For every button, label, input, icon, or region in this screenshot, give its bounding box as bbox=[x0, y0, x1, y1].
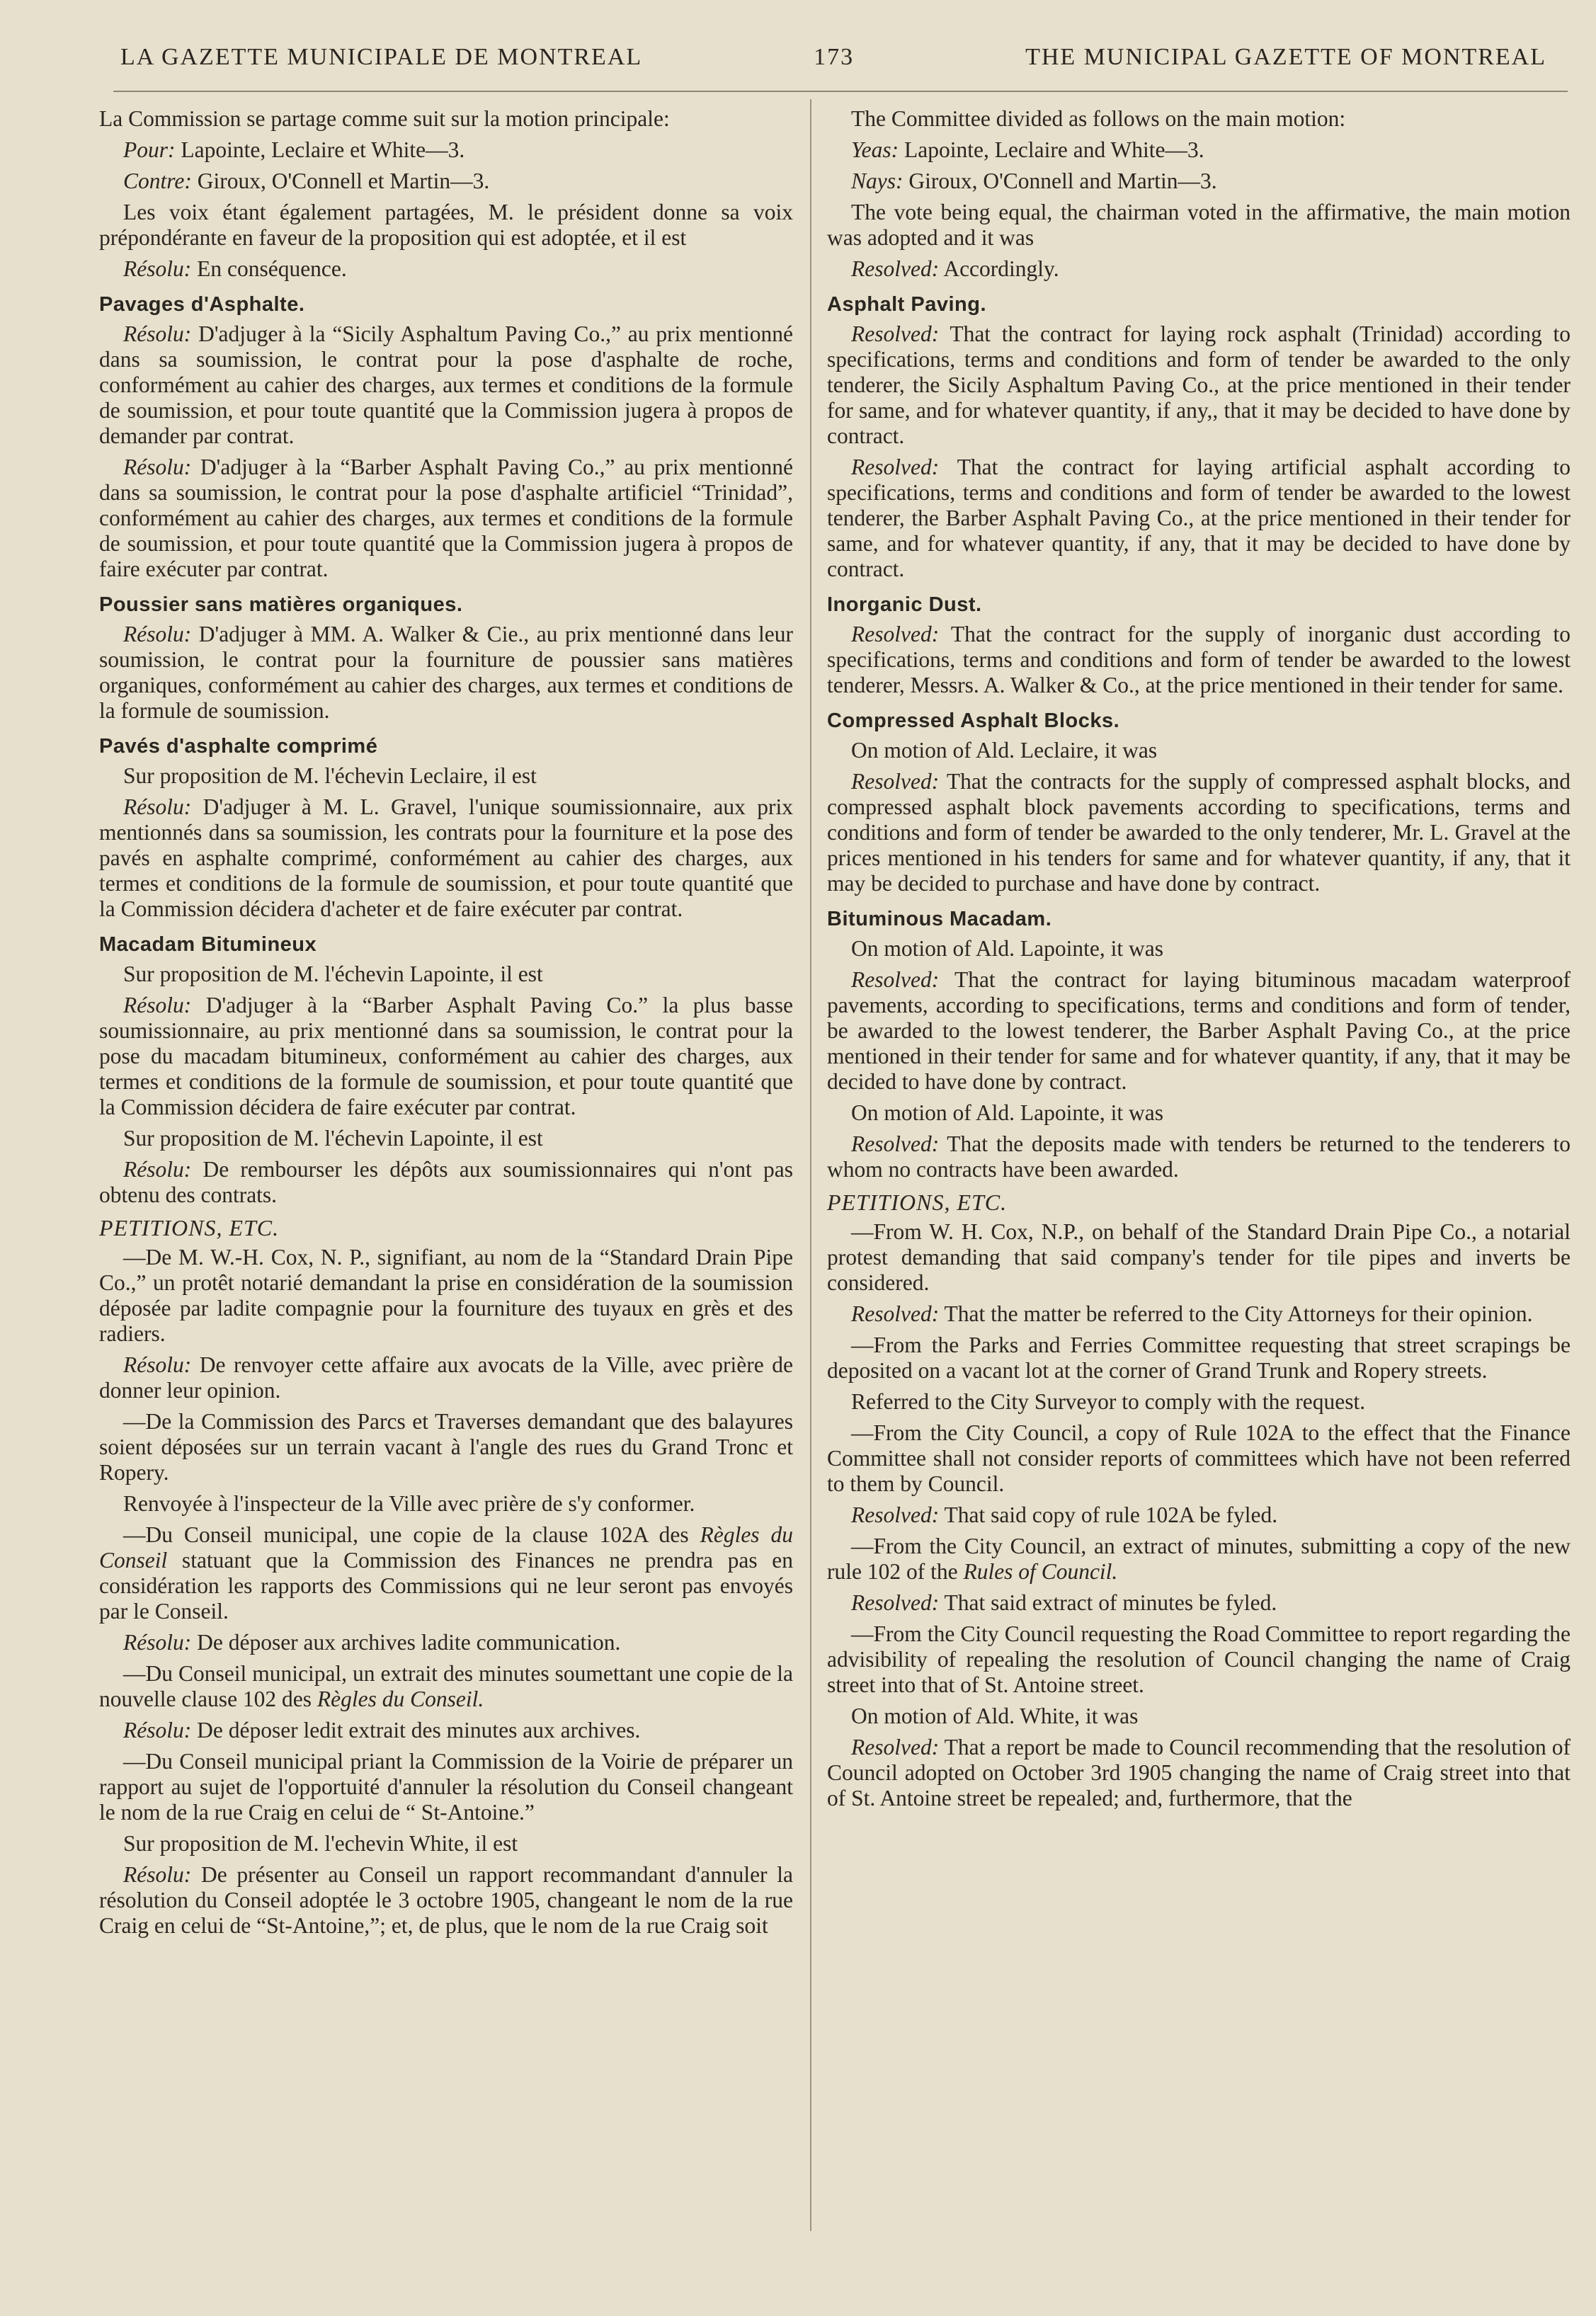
petition: —De M. W.-H. Cox, N. P., signifiant, au nom de la “Standard Drain Pipe Co.,” un protêt notarié demandant la prise en considération de la soumission déposée par ladite compagnie pour la fourniture des tuyaux en grès et des radiers. bbox=[99, 1245, 793, 1346]
motion: Sur proposition de M. l'échevin Lapointe, il est bbox=[123, 1126, 543, 1151]
header-english-title: THE MUNICIPAL GAZETTE OF MONTREAL bbox=[1025, 44, 1546, 70]
paragraph: Renvoyée à l'inspecteur de la Ville avec prière de s'y conformer. bbox=[123, 1491, 695, 1516]
vote-against: Contre: Giroux, O'Connell et Martin—3. bbox=[123, 169, 490, 193]
vote-for: Pour: Lapointe, Leclaire et White—3. bbox=[123, 137, 465, 162]
section-heading: Macadam Bitumineux bbox=[99, 933, 317, 956]
resolution: Résolu: D'adjuger à la “Sicily Asphaltum Paving Co.,” au prix mentionné dans sa soumission, le contrat pour la pose d'asphalte de roche, conformément au cahier des charges, aux termes et conditions de la formule de soumission, et pour toute quantité que la Commission jugera à propos de demander par contrat. bbox=[99, 321, 793, 448]
motion: On motion of Ald. Leclaire, it was bbox=[851, 738, 1158, 763]
header-french-title: LA GAZETTE MUNICIPALE DE MONTREAL bbox=[120, 44, 643, 70]
resolution: Resolved: That the matter be referred to the City Attorneys for their opinion. bbox=[851, 1301, 1533, 1326]
paragraph: The Committee divided as follows on the main motion: bbox=[851, 106, 1346, 131]
resolution: Résolu: De renvoyer cette affaire aux avocats de la Ville, avec prière de donner leur opinion. bbox=[99, 1352, 793, 1403]
paragraph: Les voix étant également partagées, M. le président donne sa voix prépondérante en faveur de la proposition qui est adoptée, et il est bbox=[99, 200, 793, 250]
resolution: Résolu: En conséquence. bbox=[123, 256, 347, 281]
section-heading: Asphalt Paving. bbox=[827, 293, 987, 316]
petition: —From the City Council requesting the Road Committee to report regarding the advisibility of repealing the resolution of Council changing the name of Craig street into that of St. Antoine street. bbox=[827, 1621, 1571, 1697]
section-heading: Pavages d'Asphalte. bbox=[99, 293, 305, 316]
resolution: Resolved: That said extract of minutes be fyled. bbox=[851, 1590, 1277, 1615]
section-heading: Bituminous Macadam. bbox=[827, 908, 1052, 930]
petition: —From the City Council, an extract of minutes, submitting a copy of the new rule 102 of the Rules of Council. bbox=[827, 1534, 1571, 1584]
petition: —From the City Council, a copy of Rule 102A to the effect that the Finance Committee shall not consider reports of committees which have not been referred to them by Council. bbox=[827, 1420, 1571, 1496]
resolution: Résolu: D'adjuger à la “Barber Asphalt Paving Co.” la plus basse soumissionnaire, au prix mentionné dans sa soumission, le contrat pour la pose du macadam bitumineux, conformément au cahier des charges, aux termes et conditions de la formule de soumission, et pour toute quantité que la Commission décidera de faire exécuter par contrat. bbox=[99, 993, 793, 1119]
resolution: Resolved: That the contract for laying artificial asphalt according to specifications, terms and conditions and form of tender be awarded to the lowest tenderer, the Barber Asphalt Paving Co., at the price mentioned in their tender for same, and for whatever quantity, if any, that it may be decided to have done by contract. bbox=[827, 455, 1571, 581]
petition: —Du Conseil municipal priant la Commission de la Voirie de préparer un rapport au sujet de l'opportuité d'annuler la résolution du Conseil changeant le nom de la rue Craig en celui de “ St-Antoine.” bbox=[99, 1749, 793, 1825]
resolution: Resolved: That the contract for laying rock asphalt (Trinidad) according to specifications, terms and conditions and form of tender be awarded to the only tenderer, the Sicily Asphaltum Paving Co., at the price mentioned in their tender for same, and for whatever quantity, if any,, that it may be decided to have done by contract. bbox=[827, 321, 1571, 448]
motion: On motion of Ald. Lapointe, it was bbox=[851, 936, 1163, 961]
resolution: Résolu: De rembourser les dépôts aux soumissionnaires qui n'ont pas obtenu des contrats. bbox=[99, 1157, 793, 1207]
vote-yeas: Yeas: Lapointe, Leclaire and White—3. bbox=[851, 137, 1204, 162]
paragraph: La Commission se partage comme suit sur la motion principale: bbox=[99, 106, 670, 131]
motion: Sur proposition de M. l'échevin Lapointe, il est bbox=[123, 962, 543, 986]
resolution: Resolved: That the contracts for the supply of compressed asphalt blocks, and compressed asphalt block pavements according to specifications, terms and conditions and form of tender be awarded to the only tenderer, Mr. L. Gravel at the prices mentioned in his tenders for same and for whatever quantity, if any, that it may be decided to purchase and have done by contract. bbox=[827, 769, 1571, 896]
resolution: Résolu: De présenter au Conseil un rapport recommandant d'annuler la résolution du Conseil adoptée le 3 octobre 1905, changeant le nom de la rue Craig en celui de “St-Antoine,”; et, de plus, que le nom de la rue Craig soit bbox=[99, 1862, 793, 1938]
section-heading: PETITIONS, ETC. bbox=[827, 1190, 1008, 1215]
section-heading: Pavés d'asphalte comprimé bbox=[99, 735, 378, 758]
motion: Sur proposition de M. l'echevin White, il est bbox=[123, 1831, 518, 1856]
resolution: Resolved: That said copy of rule 102A be fyled. bbox=[851, 1502, 1278, 1527]
resolution: Resolved: Accordingly. bbox=[851, 256, 1059, 281]
column-divider bbox=[810, 99, 811, 2231]
page-number: 173 bbox=[814, 44, 855, 70]
resolution: Résolu: De déposer aux archives ladite communication. bbox=[123, 1630, 621, 1655]
resolution: Resolved: That the contract for laying bituminous macadam waterproof pavements, according to specifications, terms and conditions and form of tender, be awarded to the lowest tenderer, the Barber Asphalt Paving Co., at the price mentioned in their tender for same and for whatever quantity, if any, that it may be decided to have done by contract. bbox=[827, 967, 1571, 1094]
resolution: Resolved: That the deposits made with tenders be returned to the tenderers to whom no contracts have been awarded. bbox=[827, 1131, 1571, 1182]
section-heading: Poussier sans matières organiques. bbox=[99, 593, 463, 616]
resolution: Résolu: De déposer ledit extrait des minutes aux archives. bbox=[123, 1718, 641, 1742]
motion: On motion of Ald. White, it was bbox=[851, 1704, 1139, 1728]
english-column bbox=[827, 106, 1571, 1817]
petition: —Du Conseil municipal, un extrait des minutes soumettant une copie de la nouvelle clause 102 des Règles du Conseil. bbox=[99, 1661, 793, 1711]
petition: —From the Parks and Ferries Committee requesting that street scrapings be deposited on a vacant lot at the corner of Grand Trunk and Ropery streets. bbox=[827, 1333, 1571, 1383]
petition: —Du Conseil municipal, une copie de la clause 102A des Règles du Conseil statuant que la Commission des Finances ne prendra pas en considération les rapports des Commissions qui ne leur seront pas envoyés par le Conseil. bbox=[99, 1522, 793, 1624]
resolution: Resolved: That a report be made to Council recommending that the resolution of Council adopted on October 3rd 1905 changing the name of Craig street into that of St. Antoine street be repealed; and, furthermore, that the bbox=[827, 1735, 1571, 1810]
section-heading: Inorganic Dust. bbox=[827, 593, 982, 616]
paragraph: Referred to the City Surveyor to comply with the request. bbox=[851, 1389, 1366, 1414]
french-column bbox=[99, 106, 793, 1944]
section-heading: Compressed Asphalt Blocks. bbox=[827, 709, 1120, 732]
motion: Sur proposition de M. l'échevin Leclaire, il est bbox=[123, 763, 537, 788]
motion: On motion of Ald. Lapointe, it was bbox=[851, 1100, 1163, 1125]
vote-nays: Nays: Giroux, O'Connell and Martin—3. bbox=[851, 169, 1217, 193]
paragraph: The vote being equal, the chairman voted in the affirmative, the main motion was adopted and it was bbox=[827, 200, 1571, 250]
resolution: Resolved: That the contract for the supply of inorganic dust according to specifications, terms and conditions and form of tender be awarded to the lowest tenderer, Messrs. A. Walker & Co., at the price mentioned in their tender for same. bbox=[827, 622, 1571, 697]
running-header bbox=[120, 44, 1546, 71]
petition: —De la Commission des Parcs et Traverses demandant que des balayures soient déposées sur un terrain vacant à l'angle des rues du Grand Tronc et Ropery. bbox=[99, 1409, 793, 1485]
header-rule bbox=[113, 91, 1568, 92]
resolution: Résolu: D'adjuger à MM. A. Walker & Cie., au prix mentionné dans leur soumission, le contrat pour la fourniture de poussier sans matières organiques, conformément au cahier des charges, aux termes et conditions de la formule de soumission. bbox=[99, 622, 793, 723]
petition: —From W. H. Cox, N.P., on behalf of the Standard Drain Pipe Co., a notarial protest demanding that said company's tender for tile pipes and inverts be considered. bbox=[827, 1219, 1571, 1295]
section-heading: PETITIONS, ETC. bbox=[99, 1215, 280, 1240]
resolution: Résolu: D'adjuger à M. L. Gravel, l'unique soumissionnaire, aux prix mentionnés dans sa soumission, les contrats pour la fourniture et la pose des pavés en asphalte comprimé, conformément au cahier des charges, aux termes et conditions de la formule de soumission, et pour toute quantité que la Commission décidera d'acheter et de faire exécuter par contrat. bbox=[99, 794, 793, 921]
resolution: Résolu: D'adjuger à la “Barber Asphalt Paving Co.,” au prix mentionné dans sa soumission, le contrat pour la pose d'asphalte artificiel “Trinidad”, conformément au cahier des charges, aux termes et conditions de la formule de soumission, et pour toute quantité que la Commission jugera à propos de faire exécuter par contrat. bbox=[99, 455, 793, 581]
